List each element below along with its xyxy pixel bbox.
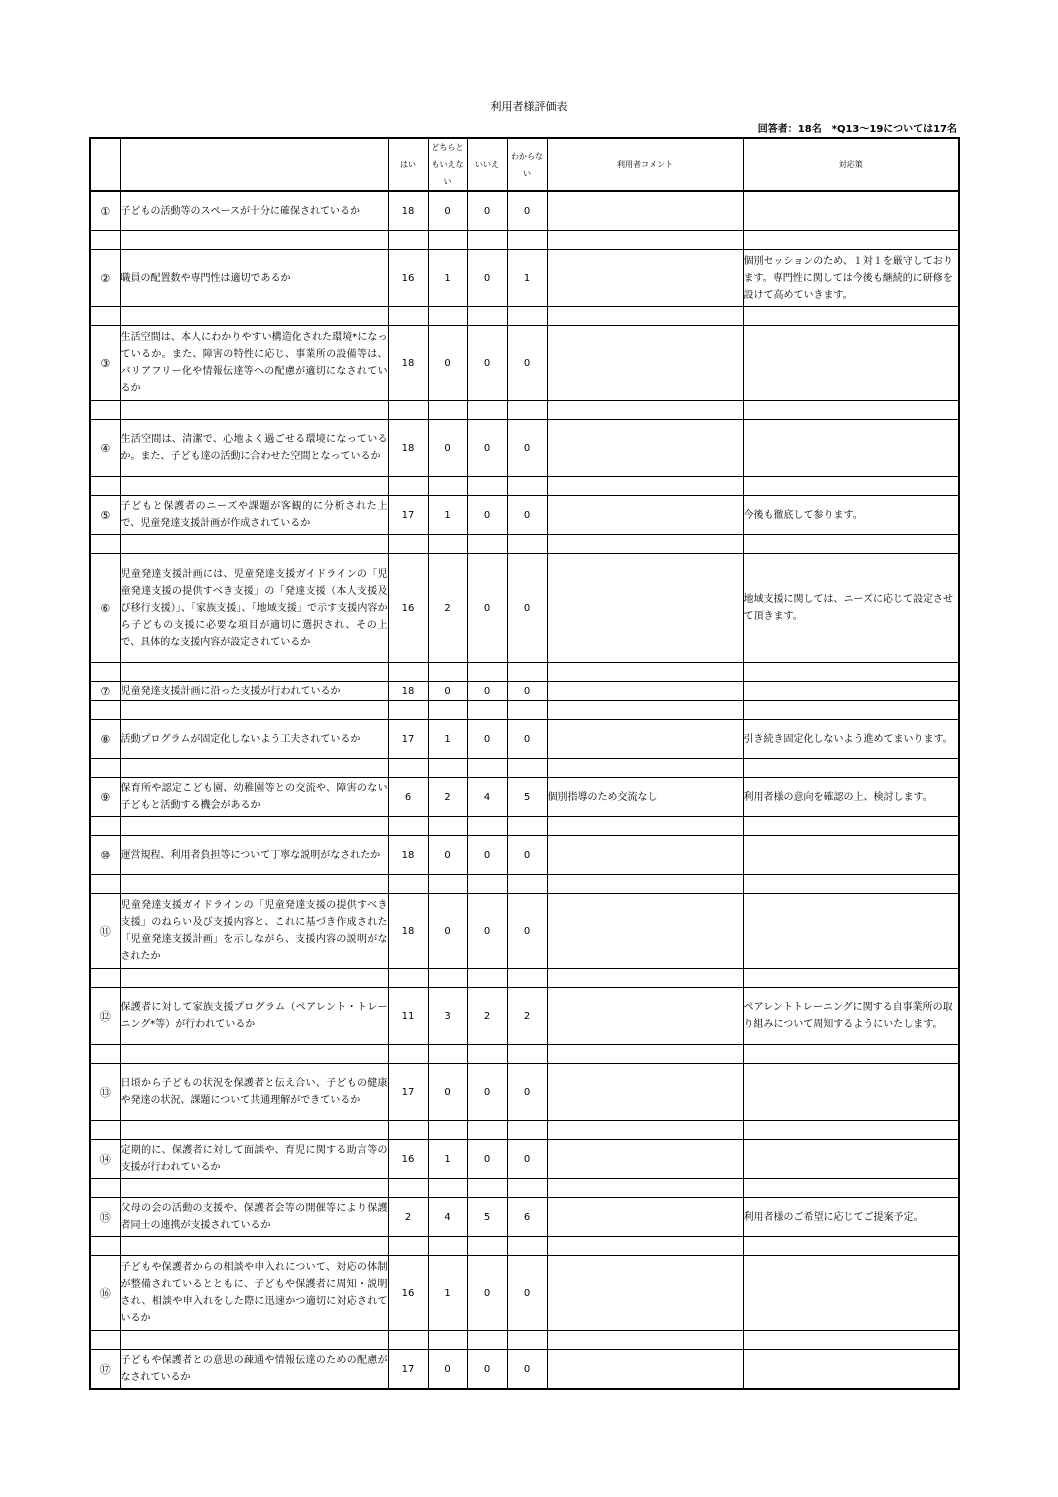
question: 活動プログラムが固定化しないよう工夫されているか — [120, 720, 388, 759]
count-yes: 17 — [388, 720, 428, 759]
count-yes: 18 — [388, 420, 428, 477]
count-no: 5 — [467, 1198, 507, 1237]
count-yes: 16 — [388, 1256, 428, 1331]
user-comment — [547, 1256, 743, 1331]
user-comment — [547, 250, 743, 307]
user-comment — [547, 1064, 743, 1121]
header-no-answer: いいえ — [467, 138, 507, 191]
spacer-row — [90, 817, 959, 836]
response-measure: 利用者様のご希望に応じてご提案予定。 — [743, 1198, 959, 1237]
count-unknown: 5 — [507, 778, 547, 817]
response-measure — [743, 894, 959, 969]
count-yes: 18 — [388, 682, 428, 701]
spacer-row — [90, 231, 959, 250]
table-row — [90, 250, 959, 307]
count-neutral: 0 — [428, 682, 467, 701]
user-comment — [547, 836, 743, 875]
spacer-row — [90, 701, 959, 720]
count-no: 0 — [467, 191, 507, 231]
count-unknown: 0 — [507, 420, 547, 477]
user-comment — [547, 1350, 743, 1390]
count-yes: 16 — [388, 250, 428, 307]
spacer-row — [90, 307, 959, 326]
response-measure — [743, 1140, 959, 1179]
count-unknown: 1 — [507, 250, 547, 307]
question: 児童発達支援ガイドラインの「児童発達支援の提供すべき支援」のねらい及び支援内容と、これに基づき作成された「児童発達支援計画」を示しながら、支援内容の説明がなされたか — [120, 894, 388, 969]
count-no: 0 — [467, 250, 507, 307]
response-measure — [743, 836, 959, 875]
count-yes: 17 — [388, 1064, 428, 1121]
spacer-row — [90, 1331, 959, 1350]
evaluation-table — [89, 137, 960, 1390]
count-neutral: 3 — [428, 988, 467, 1045]
response-measure — [743, 326, 959, 401]
response-measure — [743, 1064, 959, 1121]
header-question — [120, 138, 388, 191]
count-unknown: 0 — [507, 496, 547, 535]
count-no: 0 — [467, 1140, 507, 1179]
row-number: ⑰ — [90, 1350, 120, 1390]
table-row — [90, 1350, 959, 1390]
count-yes: 16 — [388, 554, 428, 663]
table-row — [90, 420, 959, 477]
count-unknown: 2 — [507, 988, 547, 1045]
count-yes: 17 — [388, 1350, 428, 1390]
count-unknown: 0 — [507, 1256, 547, 1331]
row-number: ⑮ — [90, 1198, 120, 1237]
user-comment — [547, 988, 743, 1045]
user-comment — [547, 682, 743, 701]
count-unknown: 0 — [507, 554, 547, 663]
count-yes: 18 — [388, 326, 428, 401]
spacer-row — [90, 875, 959, 894]
count-no: 0 — [467, 1064, 507, 1121]
count-neutral: 1 — [428, 1140, 467, 1179]
header-neutral: どちらともいえない — [428, 138, 467, 191]
user-comment — [547, 191, 743, 231]
table-row — [90, 778, 959, 817]
table-row — [90, 1140, 959, 1179]
page-title: 利用者様評価表 — [490, 100, 568, 113]
response-measure: ペアレントトレーニングに関する自事業所の取り組みについて周知するようにいたします。 — [743, 988, 959, 1045]
count-unknown: 0 — [507, 1350, 547, 1390]
user-comment — [547, 1198, 743, 1237]
count-unknown: 0 — [507, 836, 547, 875]
response-measure — [743, 1256, 959, 1331]
count-neutral: 1 — [428, 496, 467, 535]
count-yes: 18 — [388, 191, 428, 231]
count-yes: 11 — [388, 988, 428, 1045]
table-row — [90, 1198, 959, 1237]
header-unknown: わからない — [507, 138, 547, 191]
count-neutral: 4 — [428, 1198, 467, 1237]
count-unknown: 0 — [507, 191, 547, 231]
count-no: 0 — [467, 420, 507, 477]
spacer-row — [90, 535, 959, 554]
spacer-row — [90, 1121, 959, 1140]
count-no: 0 — [467, 894, 507, 969]
question: 子どもや保護者からの相談や申入れについて、対応の体制が整備されているとともに、子どもや保護者に周知・説明され、相談や申入れをした際に迅速かつ適切に対応されているか — [120, 1256, 388, 1331]
count-unknown: 0 — [507, 326, 547, 401]
question: 児童発達支援計画に沿った支援が行われているか — [120, 682, 388, 701]
row-number: ② — [90, 250, 120, 307]
count-yes: 18 — [388, 894, 428, 969]
row-number: ⑬ — [90, 1064, 120, 1121]
count-neutral: 2 — [428, 554, 467, 663]
question: 保護者に対して家族支援プログラム（ペアレント・トレーニング*等）が行われているか — [120, 988, 388, 1045]
spacer-row — [90, 1237, 959, 1256]
count-unknown: 0 — [507, 1064, 547, 1121]
response-measure — [743, 682, 959, 701]
response-measure: 今後も徹底して参ります。 — [743, 496, 959, 535]
count-neutral: 1 — [428, 250, 467, 307]
count-no: 0 — [467, 1256, 507, 1331]
row-number: ③ — [90, 326, 120, 401]
row-number: ① — [90, 191, 120, 231]
header-comment: 利用者コメント — [547, 138, 743, 191]
question: 定期的に、保護者に対して面談や、育児に関する助言等の支援が行われているか — [120, 1140, 388, 1179]
table-row — [90, 988, 959, 1045]
count-unknown: 0 — [507, 1140, 547, 1179]
count-neutral: 0 — [428, 420, 467, 477]
count-yes: 18 — [388, 836, 428, 875]
response-measure — [743, 420, 959, 477]
count-no: 4 — [467, 778, 507, 817]
user-comment — [547, 894, 743, 969]
question: 子どもと保護者のニーズや課題が客観的に分析された上で、児童発達支援計画が作成されているか — [120, 496, 388, 535]
count-unknown: 0 — [507, 720, 547, 759]
question: 児童発達支援計画には、児童発達支援ガイドラインの「児童発達支援の提供すべき支援」の「発達支援（本人支援及び移行支援）」、「家族支援」、「地域支援」で示す支援内容から子どもの支援に必要な項目が適切に選択され、その上で、具体的な支援内容が設定されているか — [120, 554, 388, 663]
spacer-row — [90, 401, 959, 420]
respondent-count: 回答者：18名 *Q13～19については17名 — [757, 124, 957, 135]
count-neutral: 0 — [428, 1064, 467, 1121]
header-no — [90, 138, 120, 191]
spacer-row — [90, 1179, 959, 1198]
user-comment — [547, 1140, 743, 1179]
response-measure: 地域支援に関しては、ニーズに応じて設定させて頂きます。 — [743, 554, 959, 663]
row-number: ④ — [90, 420, 120, 477]
count-unknown: 0 — [507, 894, 547, 969]
user-comment — [547, 326, 743, 401]
spacer-row — [90, 969, 959, 988]
count-neutral: 2 — [428, 778, 467, 817]
question: 日頃から子どもの状況を保護者と伝え合い、子どもの健康や発達の状況、課題について共通理解ができているか — [120, 1064, 388, 1121]
header-response: 対応策 — [743, 138, 959, 191]
table-row — [90, 496, 959, 535]
table-row — [90, 720, 959, 759]
user-comment: 個別指導のため交流なし — [547, 778, 743, 817]
question: 運営規程、利用者負担等について丁寧な説明がなされたか — [120, 836, 388, 875]
header-row — [90, 138, 959, 191]
count-neutral: 1 — [428, 720, 467, 759]
row-number: ⑫ — [90, 988, 120, 1045]
row-number: ⑯ — [90, 1256, 120, 1331]
count-no: 0 — [467, 496, 507, 535]
response-measure: 個別セッションのため、１対１を厳守しております。専門性に関しては今後も継続的に研修を設けて高めていきます。 — [743, 250, 959, 307]
count-neutral: 0 — [428, 894, 467, 969]
user-comment — [547, 496, 743, 535]
table-row — [90, 191, 959, 231]
header-yes: はい — [388, 138, 428, 191]
count-no: 0 — [467, 326, 507, 401]
question: 生活空間は、清潔で、心地よく過ごせる環境になっているか。また、子ども達の活動に合わせた空間となっているか — [120, 420, 388, 477]
table-row — [90, 836, 959, 875]
row-number: ⑧ — [90, 720, 120, 759]
count-no: 0 — [467, 1350, 507, 1390]
question: 職員の配置数や専門性は適切であるか — [120, 250, 388, 307]
response-measure — [743, 1350, 959, 1390]
row-number: ⑦ — [90, 682, 120, 701]
table-row — [90, 326, 959, 401]
count-no: 2 — [467, 988, 507, 1045]
row-number: ⑭ — [90, 1140, 120, 1179]
spacer-row — [90, 477, 959, 496]
table-row — [90, 682, 959, 701]
user-comment — [547, 554, 743, 663]
count-unknown: 0 — [507, 682, 547, 701]
table-row — [90, 554, 959, 663]
count-neutral: 1 — [428, 1256, 467, 1331]
count-neutral: 0 — [428, 326, 467, 401]
count-yes: 2 — [388, 1198, 428, 1237]
count-yes: 6 — [388, 778, 428, 817]
table-row — [90, 1256, 959, 1331]
count-neutral: 0 — [428, 836, 467, 875]
question: 生活空間は、本人にわかりやすい構造化された環境*になっているか。また、障害の特性に応じ、事業所の設備等は、バリアフリー化や情報伝達等への配慮が適切になされているか — [120, 326, 388, 401]
count-unknown: 6 — [507, 1198, 547, 1237]
row-number: ⑩ — [90, 836, 120, 875]
count-no: 0 — [467, 554, 507, 663]
response-measure: 利用者様の意向を確認の上、検討します。 — [743, 778, 959, 817]
spacer-row — [90, 1045, 959, 1064]
count-neutral: 0 — [428, 191, 467, 231]
response-measure: 引き続き固定化しないよう進めてまいります。 — [743, 720, 959, 759]
row-number: ⑪ — [90, 894, 120, 969]
row-number: ⑤ — [90, 496, 120, 535]
user-comment — [547, 720, 743, 759]
row-number: ⑨ — [90, 778, 120, 817]
count-no: 0 — [467, 836, 507, 875]
count-no: 0 — [467, 682, 507, 701]
question: 子どもや保護者との意思の疎通や情報伝達のための配慮がなされているか — [120, 1350, 388, 1390]
spacer-row — [90, 759, 959, 778]
user-comment — [547, 420, 743, 477]
question: 子どもの活動等のスペースが十分に確保されているか — [120, 191, 388, 231]
table-row — [90, 1064, 959, 1121]
count-yes: 16 — [388, 1140, 428, 1179]
question: 父母の会の活動の支援や、保護者会等の開催等により保護者同士の連携が支援されているか — [120, 1198, 388, 1237]
count-no: 0 — [467, 720, 507, 759]
spacer-row — [90, 663, 959, 682]
table-row — [90, 894, 959, 969]
row-number: ⑥ — [90, 554, 120, 663]
question: 保育所や認定こども園、幼稚園等との交流や、障害のない子どもと活動する機会があるか — [120, 778, 388, 817]
count-yes: 17 — [388, 496, 428, 535]
response-measure — [743, 191, 959, 231]
count-neutral: 0 — [428, 1350, 467, 1390]
